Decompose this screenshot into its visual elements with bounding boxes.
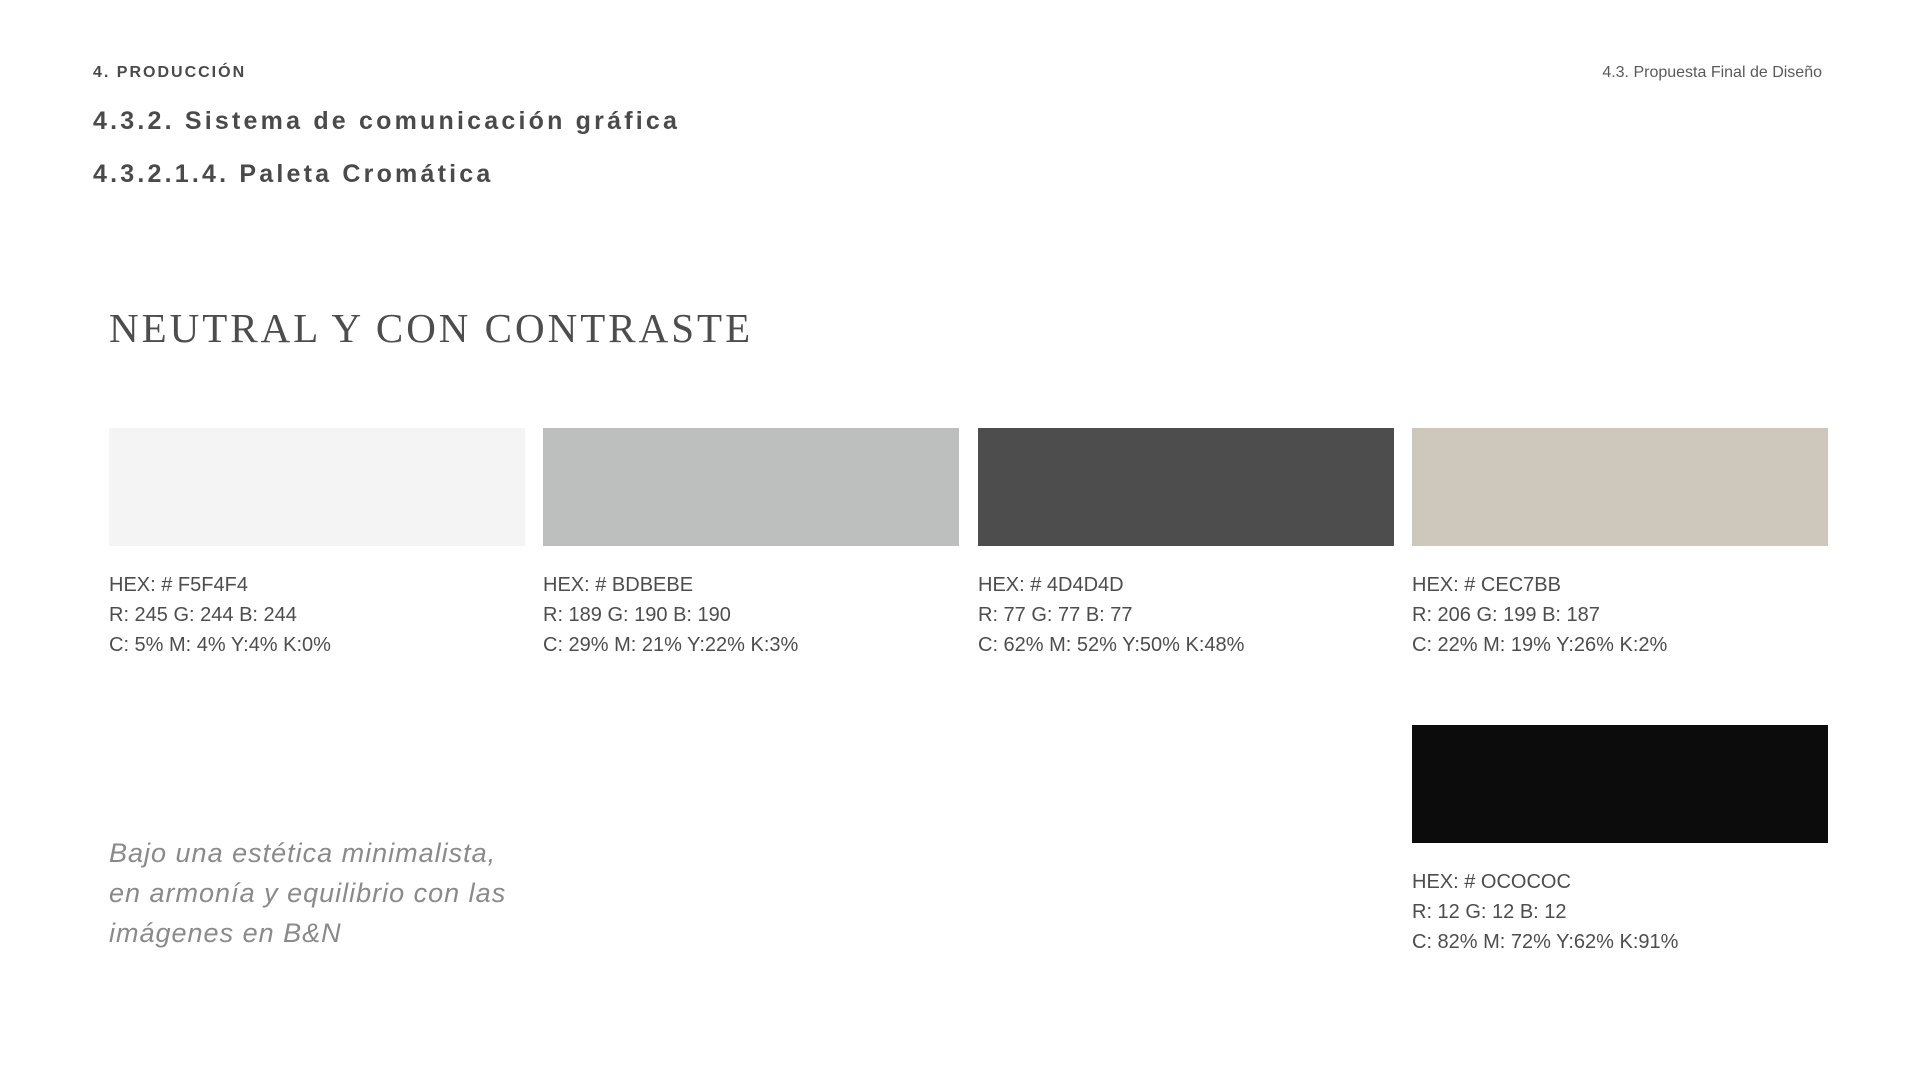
tagline-line: en armonía y equilibrio con las	[109, 878, 507, 908]
cmyk-value: C: 22% M: 19% Y:26% K:2%	[1412, 634, 1668, 656]
hex-value: HEX: # 4D4D4D	[978, 574, 1124, 596]
tagline-line: Bajo una estética minimalista,	[109, 838, 497, 868]
hex-value: HEX: # F5F4F4	[109, 574, 248, 596]
cmyk-value: C: 82% M: 72% Y:62% K:91%	[1412, 931, 1679, 953]
cmyk-value: C: 62% M: 52% Y:50% K:48%	[978, 634, 1245, 656]
color-swatch-card	[1412, 428, 1828, 660]
hex-value: HEX: # BDBEBE	[543, 574, 694, 596]
color-swatch	[1412, 725, 1828, 843]
color-values	[109, 570, 525, 660]
color-swatch-card	[109, 428, 525, 660]
cmyk-value: C: 29% M: 21% Y:22% K:3%	[543, 634, 799, 656]
color-swatch	[1412, 428, 1828, 546]
hex-value: HEX: # OCOCOC	[1412, 871, 1571, 893]
color-values	[543, 570, 959, 660]
color-swatch	[109, 428, 525, 546]
page-reference: 4.3. Propuesta Final de Diseño	[1602, 64, 1822, 81]
color-swatch-card	[1412, 725, 1828, 957]
rgb-value: R: 77 G: 77 B: 77	[978, 604, 1133, 626]
rgb-value: R: 189 G: 190 B: 190	[543, 604, 731, 626]
subsection-heading: 4.3.2.1.4. Paleta Cromática	[93, 160, 494, 188]
rgb-value: R: 206 G: 199 B: 187	[1412, 604, 1600, 626]
page-title: NEUTRAL Y CON CONTRASTE	[109, 305, 754, 351]
tagline-line: imágenes en B&N	[109, 918, 342, 948]
hex-value: HEX: # CEC7BB	[1412, 574, 1561, 596]
color-values	[1412, 570, 1828, 660]
rgb-value: R: 12 G: 12 B: 12	[1412, 901, 1567, 923]
rgb-value: R: 245 G: 244 B: 244	[109, 604, 297, 626]
color-swatch	[978, 428, 1394, 546]
color-swatch	[543, 428, 959, 546]
color-swatch-card	[543, 428, 959, 660]
color-swatch-card	[978, 428, 1394, 660]
color-values	[1412, 867, 1828, 957]
tagline	[109, 833, 589, 953]
cmyk-value: C: 5% M: 4% Y:4% K:0%	[109, 634, 331, 656]
color-values	[978, 570, 1394, 660]
section-heading: 4.3.2. Sistema de comunicación gráfica	[93, 107, 681, 135]
section-label: 4. PRODUCCIÓN	[93, 64, 247, 81]
